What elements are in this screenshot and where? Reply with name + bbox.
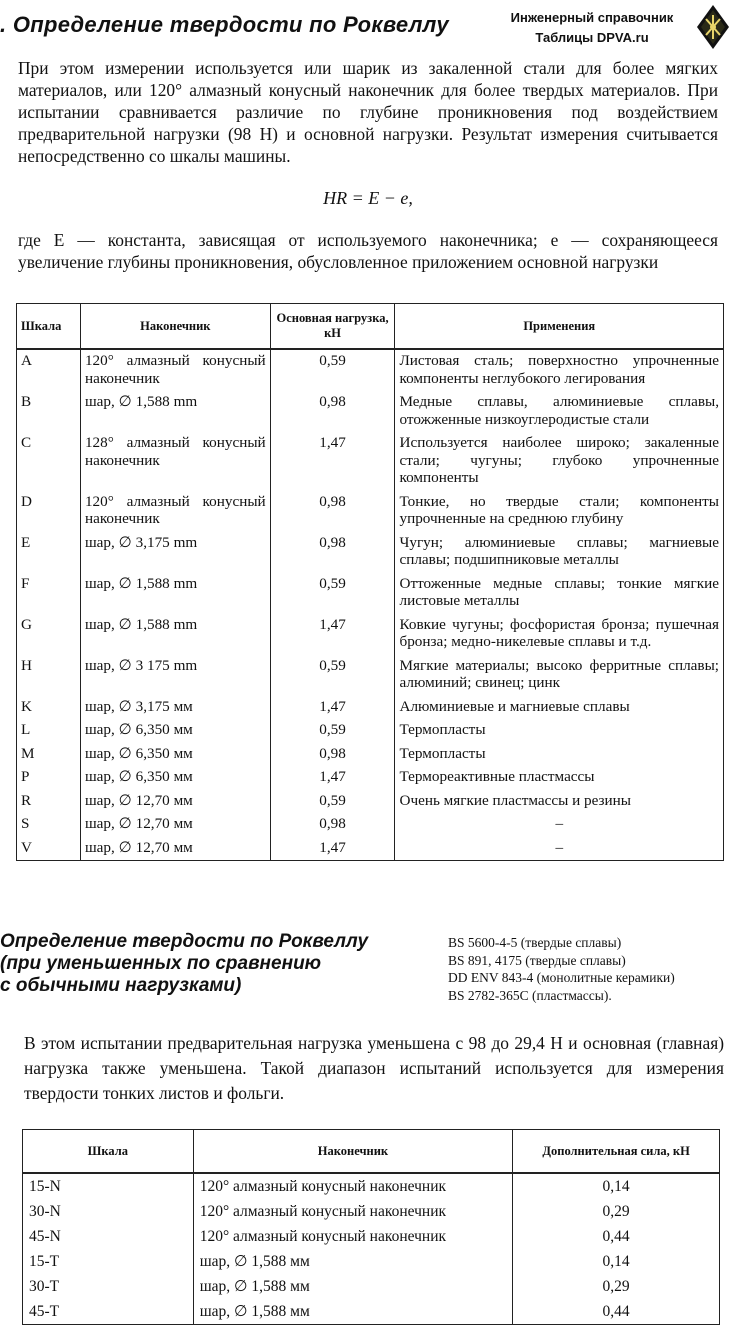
cell-extra-force: 0,14 [513, 1249, 720, 1274]
cell-load: 0,98 [270, 491, 395, 532]
table-row [17, 837, 724, 861]
cell-indenter: шар, ∅ 1,588 mm [80, 573, 270, 614]
table-row [17, 696, 724, 720]
cell-scale: R [17, 790, 81, 814]
column-header-applications: Применения [395, 304, 724, 350]
table-header-row [23, 1130, 720, 1174]
column-header-indenter: Наконечник [193, 1130, 513, 1174]
standard-reference: BS 5600-4-5 (твердые сплавы) [448, 935, 622, 950]
column-header-scale: Шкала [23, 1130, 194, 1174]
cell-indenter: шар, ∅ 6,350 мм [80, 743, 270, 767]
section-title-line-2: (при уменьшенных по сравнению [0, 953, 322, 974]
cell-applications: Ковкие чугуны; фосфористая бронза; пушечная бронза; медно-никелевые сплавы и т.д. [395, 614, 724, 655]
cell-scale: F [17, 573, 81, 614]
cell-extra-force: 0,29 [513, 1274, 720, 1299]
table-row [17, 813, 724, 837]
table-row [17, 491, 724, 532]
brand-line-2: Таблицы DPVA.ru [535, 30, 649, 45]
cell-load: 0,59 [270, 719, 395, 743]
cell-indenter: шар, ∅ 1,588 mm [80, 391, 270, 432]
cell-applications: – [395, 837, 724, 861]
cell-load: 0,98 [270, 391, 395, 432]
cell-scale: M [17, 743, 81, 767]
cell-scale: 15-T [23, 1249, 194, 1274]
standard-reference: BS 891, 4175 (твердые сплавы) [448, 952, 626, 968]
cell-indenter: шар, ∅ 3,175 мм [80, 696, 270, 720]
cell-load: 1,47 [270, 696, 395, 720]
cell-scale: K [17, 696, 81, 720]
column-header-load: Основная нагрузка, кН [270, 304, 395, 350]
column-header-extra-force: Дополнительная сила, кН [513, 1130, 720, 1174]
cell-indenter: шар, ∅ 12,70 мм [80, 790, 270, 814]
cell-scale: L [17, 719, 81, 743]
table-row [23, 1249, 720, 1274]
cell-applications: Медные сплавы, алюминиевые сплавы, отожженные низкоуглеродистые стали [395, 391, 724, 432]
cell-load: 0,98 [270, 743, 395, 767]
cell-applications: Термопласты [395, 719, 724, 743]
cell-applications: Чугун; алюминиевые сплавы; магниевые сплавы; подшипниковые металлы [395, 532, 724, 573]
cell-indenter: 120° алмазный конусный наконечник [80, 491, 270, 532]
cell-load: 0,59 [270, 349, 395, 391]
table-row [17, 790, 724, 814]
table-row [23, 1224, 720, 1249]
table-row [17, 573, 724, 614]
cell-extra-force: 0,44 [513, 1224, 720, 1249]
cell-indenter: шар, ∅ 6,350 мм [80, 719, 270, 743]
table-row [17, 614, 724, 655]
cell-scale: E [17, 532, 81, 573]
cell-scale: 30-N [23, 1199, 194, 1224]
table-header-row [17, 304, 724, 350]
cell-extra-force: 0,44 [513, 1299, 720, 1325]
standards-references [448, 934, 675, 1004]
superficial-scales-table [22, 1129, 720, 1325]
cell-applications: Листовая сталь; поверхностно упрочненные компоненты неглубокого легирования [395, 349, 724, 391]
cell-scale: 45-T [23, 1299, 194, 1325]
cell-load: 1,47 [270, 614, 395, 655]
cell-load: 0,98 [270, 532, 395, 573]
section-title-reduced-loads [0, 931, 368, 997]
column-header-scale: Шкала [17, 304, 81, 350]
cell-applications: Мягкие материалы; высоко ферритные сплавы; алюминий; свинец; цинк [395, 655, 724, 696]
cell-indenter: шар, ∅ 12,70 мм [80, 837, 270, 861]
cell-applications: – [395, 813, 724, 837]
cell-indenter: 120° алмазный конусный наконечник [193, 1199, 513, 1224]
cell-indenter: 128° алмазный конусный наконечник [80, 432, 270, 491]
table-row [17, 432, 724, 491]
standard-reference: BS 2782-365C (пластмассы). [448, 987, 612, 1003]
cell-load: 0,59 [270, 573, 395, 614]
table-row [17, 655, 724, 696]
cell-load: 1,47 [270, 432, 395, 491]
cell-scale: C [17, 432, 81, 491]
brand-line-1: Инженерный справочник [510, 10, 674, 25]
cell-extra-force: 0,14 [513, 1173, 720, 1199]
cell-indenter: шар, ∅ 3 175 mm [80, 655, 270, 696]
cell-indenter: шар, ∅ 12,70 мм [80, 813, 270, 837]
table-row [17, 743, 724, 767]
table-row [17, 391, 724, 432]
cell-scale: 30-T [23, 1274, 194, 1299]
cell-indenter: шар, ∅ 1,588 mm [80, 614, 270, 655]
cell-extra-force: 0,29 [513, 1199, 720, 1224]
formula-explanation: где E — константа, зависящая от используемого наконечника; e — сохраняющееся увеличение глубины проникновения, обусловленное приложением основной нагрузки [18, 230, 718, 272]
standard-reference: DD ENV 843-4 (монолитные керамики) [448, 970, 675, 985]
intro-paragraph: При этом измерении используется или шарик из закаленной стали для более мягких материалов, или 120° алмазный конусный наконечник для более твердых материалов. При испытании сравнивается различие по глубине проникновения под воздействием предварительной нагрузки (98 Н) и основной нагрузки. Результат измерения считывается непосредственно со шкалы машины. [18, 58, 718, 166]
section-title-line-3: с обычными нагрузками) [0, 975, 242, 996]
cell-indenter: шар, ∅ 1,588 мм [193, 1249, 513, 1274]
cell-indenter: шар, ∅ 3,175 mm [80, 532, 270, 573]
cell-indenter: 120° алмазный конусный наконечник [193, 1224, 513, 1249]
cell-scale: G [17, 614, 81, 655]
cell-applications: Очень мягкие пластмассы и резины [395, 790, 724, 814]
cell-load: 1,47 [270, 837, 395, 861]
table-row [23, 1299, 720, 1325]
cell-scale: 45-N [23, 1224, 194, 1249]
section-title-line-1: Определение твердости по Роквеллу [0, 931, 369, 952]
table-row [17, 532, 724, 573]
cell-indenter: шар, ∅ 1,588 мм [193, 1274, 513, 1299]
column-header-indenter: Наконечник [80, 304, 270, 350]
cell-applications: Оттоженные медные сплавы; тонкие мягкие листовые металлы [395, 573, 724, 614]
table-row [23, 1173, 720, 1199]
table-row [17, 719, 724, 743]
cell-applications: Используется наиболее широко; закаленные стали; чугуны; глубоко упрочненные компоненты [395, 432, 724, 491]
cell-scale: H [17, 655, 81, 696]
table-row [17, 766, 724, 790]
reduced-load-paragraph: В этом испытании предварительная нагрузка уменьшена с 98 до 29,4 Н и основная (главная) нагрузка также уменьшена. Такой диапазон испытаний используется для измерения твердости тонких листов и фольги. [24, 1033, 724, 1103]
cell-scale: V [17, 837, 81, 861]
cell-scale: A [17, 349, 81, 391]
rockwell-scales-table [16, 303, 724, 861]
cell-scale: P [17, 766, 81, 790]
cell-scale: B [17, 391, 81, 432]
cell-scale: S [17, 813, 81, 837]
table-row [17, 349, 724, 391]
cell-indenter: 120° алмазный конусный наконечник [193, 1173, 513, 1199]
table-row [23, 1199, 720, 1224]
cell-applications: Термореактивные пластмассы [395, 766, 724, 790]
cell-load: 1,47 [270, 766, 395, 790]
cell-indenter: 120° алмазный конусный наконечник [80, 349, 270, 391]
cell-applications: Алюминиевые и магниевые сплавы [395, 696, 724, 720]
table-row [23, 1274, 720, 1299]
page-title: . Определение твердости по Роквеллу [0, 12, 449, 37]
cell-applications: Термопласты [395, 743, 724, 767]
cell-indenter: шар, ∅ 6,350 мм [80, 766, 270, 790]
cell-load: 0,98 [270, 813, 395, 837]
cell-applications: Тонкие, но твердые стали; компоненты упрочненные на среднюю глубину [395, 491, 724, 532]
dpva-logo-icon[interactable] [696, 4, 730, 50]
cell-scale: 15-N [23, 1173, 194, 1199]
cell-load: 0,59 [270, 790, 395, 814]
brand-caption[interactable] [492, 8, 692, 48]
cell-load: 0,59 [270, 655, 395, 696]
rockwell-formula: HR = E − e, [323, 188, 413, 208]
cell-indenter: шар, ∅ 1,588 мм [193, 1299, 513, 1325]
cell-scale: D [17, 491, 81, 532]
